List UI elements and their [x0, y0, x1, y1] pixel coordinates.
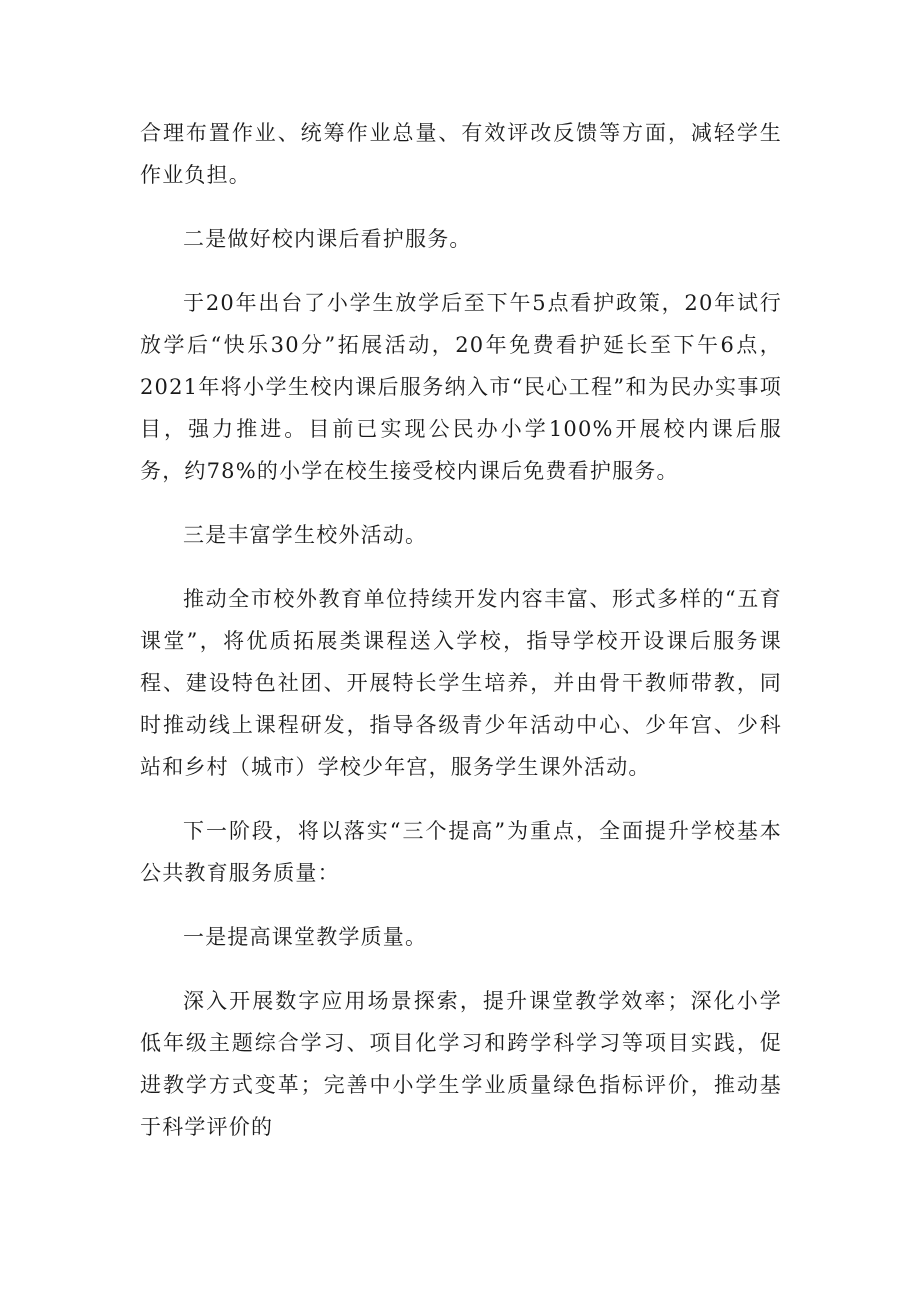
- paragraph-classroom-quality-detail: 深入开展数字应用场景探索，提升课堂教学效率；深化小学低年级主题综合学习、项目化学习和跨学科学习等项目实践，促进教学方式变革；完善中小学生学业质量绿色指标评价，推动基于科学评价的: [140, 989, 782, 1139]
- paragraph-homework-burden: 合理布置作业、统筹作业总量、有效评改反馈等方面，减轻学生作业负担。: [140, 121, 782, 187]
- paragraph-heading-outside-activities: 三是丰富学生校外活动。: [183, 523, 428, 547]
- paragraph-heading-classroom-quality: 一是提高课堂教学质量。: [183, 925, 428, 949]
- paragraph-after-school-care-policy: 于20年出台了小学生放学后至下午5点看护政策，20年试行放学后“快乐30分”拓展活动，20年免费看护延长至下午6点，2021年将小学生校内课后服务纳入市“民心工程”和为民办实事项目，强力推进。目前已实现公民办小学100%开展校内课后服务，约78%的小学在校生接受校内课后免费看护服务。: [140, 291, 782, 483]
- paragraph-outside-activities-detail: 推动全市校外教育单位持续开发内容丰富、形式多样的“五育课堂”，将优质拓展类课程送入学校，指导学校开设课后服务课程、建设特色社团、开展特长学生培养，并由骨干教师带教，同时推动线上课程研发，指导各级青少年活动中心、少年宫、少科站和乡村（城市）学校少年宫，服务学生课外活动。: [140, 587, 782, 779]
- document-body: [140, 112, 782, 1170]
- paragraph-next-stage: 下一阶段，将以落实“三个提高”为重点，全面提升学校基本公共教育服务质量：: [140, 819, 782, 885]
- paragraph-heading-after-school-care: 二是做好校内课后看护服务。: [183, 227, 472, 251]
